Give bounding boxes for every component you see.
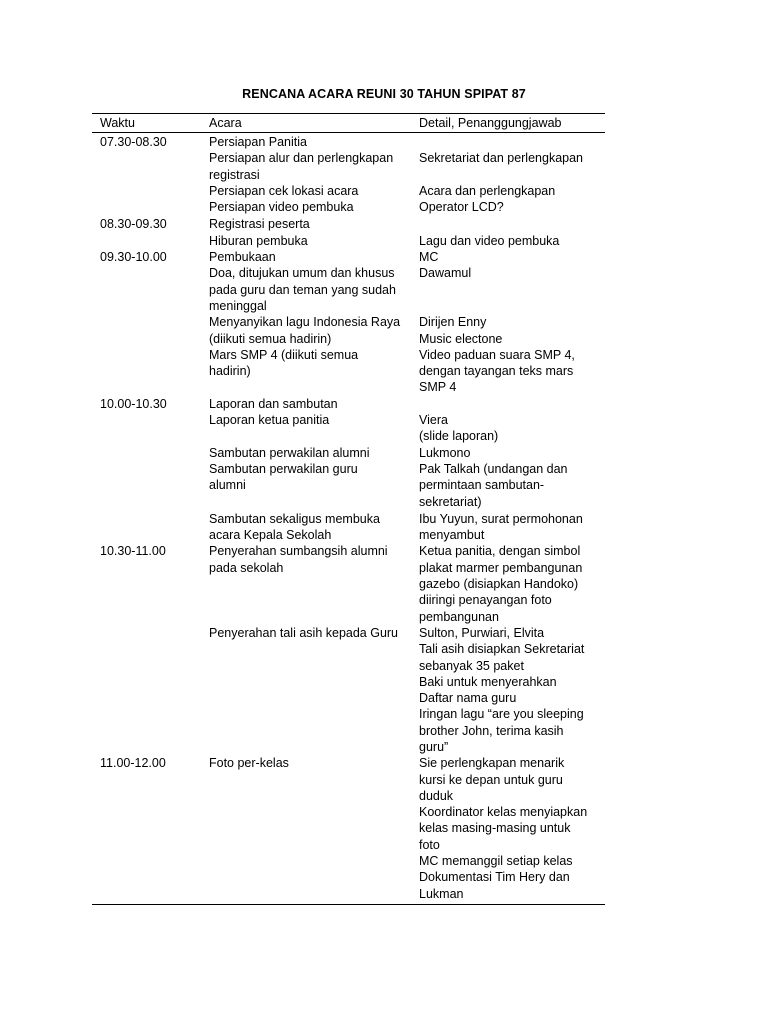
cell-detail: Sekretariat dan perlengkapan <box>419 151 584 166</box>
cell-waktu <box>92 199 209 215</box>
page-title: RENCANA ACARA REUNI 30 TAHUN SPIPAT 87 <box>242 87 526 101</box>
cell-waktu: 07.30-08.30 <box>100 135 167 149</box>
cell-waktu <box>92 150 209 183</box>
cell-detail: Pak Talkah (undangan dan permintaan sambutan- sekretariat) <box>419 461 568 509</box>
cell-acara: Persiapan Panitia <box>209 135 307 149</box>
cell-waktu <box>92 347 209 396</box>
cell-waktu: 10.00-10.30 <box>100 396 167 411</box>
table-row <box>92 265 605 314</box>
cell-detail: Ibu Yuyun, surat permohonan menyambut <box>419 511 583 543</box>
header-detail: Detail, Penanggungjawab <box>419 116 562 130</box>
table-body <box>92 133 605 902</box>
cell-waktu: 09.30-10.00 <box>100 250 167 265</box>
table-row <box>92 445 605 461</box>
table-row <box>92 133 605 150</box>
cell-detail: Operator LCD? <box>419 200 504 215</box>
table-row <box>92 314 605 347</box>
cell-waktu <box>92 314 209 347</box>
cell-detail: Dawamul <box>419 266 472 281</box>
cell-detail <box>419 396 605 412</box>
cell-detail: Dirijen Enny Music electone <box>419 315 503 346</box>
table-row <box>92 150 605 183</box>
cell-acara: Hiburan pembuka <box>209 233 308 248</box>
table-row <box>92 215 605 232</box>
table-row <box>92 249 605 265</box>
cell-waktu <box>92 183 209 199</box>
cell-waktu <box>92 233 209 249</box>
schedule-table <box>92 113 605 905</box>
cell-waktu: 08.30-09.30 <box>100 217 167 232</box>
cell-acara: Doa, ditujukan umum dan khusus pada guru dan teman yang sudah meninggal <box>209 266 396 313</box>
table-row <box>92 625 605 755</box>
cell-acara: Registrasi peserta <box>209 217 310 232</box>
cell-detail: Sulton, Purwiari, Elvita Tali asih disiapkan Sekretariat sebanyak 35 paket Baki untuk menyerahkan Daftar nama guru Iringan lagu “are you sleeping brother John, terima kasih guru” <box>419 625 585 754</box>
cell-acara: Persiapan alur dan perlengkapan registrasi <box>209 151 394 182</box>
header-waktu: Waktu <box>100 116 135 130</box>
cell-waktu <box>92 445 209 461</box>
header-acara: Acara <box>209 116 242 130</box>
cell-detail: Ketua panitia, dengan simbol plakat marmer pembangunan gazebo (disiapkan Handoko) diiringi penayangan foto pembangunan <box>419 544 583 624</box>
table-row <box>92 233 605 249</box>
cell-acara: Persiapan cek lokasi acara <box>209 183 359 198</box>
cell-detail: Lagu dan video pembuka <box>419 233 560 248</box>
cell-acara: Penyerahan sumbangsih alumni pada sekolah <box>209 544 388 575</box>
cell-waktu <box>92 265 209 314</box>
cell-waktu: 10.30-11.00 <box>100 544 166 559</box>
cell-acara: Laporan dan sambutan <box>209 396 338 411</box>
table-row <box>92 412 605 445</box>
table-row <box>92 543 605 624</box>
cell-acara: Persiapan video pembuka <box>209 200 354 215</box>
table-row <box>92 461 605 510</box>
table-row <box>92 199 605 215</box>
cell-waktu <box>92 625 209 755</box>
cell-detail: Acara dan perlengkapan <box>419 183 556 198</box>
cell-detail <box>419 216 605 232</box>
table-row <box>92 183 605 199</box>
cell-waktu <box>92 511 209 544</box>
table-row <box>92 510 605 544</box>
cell-acara: Penyerahan tali asih kepada Guru <box>209 625 399 640</box>
cell-acara: Sambutan sekaligus membuka acara Kepala Sekolah <box>209 511 380 543</box>
cell-detail <box>419 134 605 150</box>
cell-detail: Viera (slide laporan) <box>419 413 499 444</box>
cell-acara: Pembukaan <box>209 250 276 265</box>
cell-acara: Menyanyikan lagu Indonesia Raya (diikuti semua hadirin) <box>209 315 401 346</box>
cell-waktu <box>92 412 209 445</box>
cell-detail: MC <box>419 250 439 265</box>
cell-detail: Lukmono <box>419 445 471 460</box>
cell-detail: Video paduan suara SMP 4, dengan tayangan teks mars SMP 4 <box>419 347 575 395</box>
cell-waktu <box>92 461 209 510</box>
cell-acara: Laporan ketua panitia <box>209 413 330 428</box>
table-header <box>92 114 605 133</box>
table-row <box>92 396 605 412</box>
table-row <box>92 755 605 902</box>
cell-acara: Mars SMP 4 (diikuti semua hadirin) <box>209 347 359 379</box>
cell-detail: Sie perlengkapan menarik kursi ke depan untuk guru duduk Koordinator kelas menyiapkan kelas masing-masing untuk foto MC memanggil setiap kelas Dokumentasi Tim Hery dan Lukman <box>419 756 588 901</box>
table-row <box>92 347 605 396</box>
cell-acara: Foto per-kelas <box>209 756 289 771</box>
cell-acara: Sambutan perwakilan alumni <box>209 445 370 460</box>
cell-waktu: 11.00-12.00 <box>100 756 166 771</box>
cell-acara: Sambutan perwakilan guru alumni <box>209 461 358 493</box>
